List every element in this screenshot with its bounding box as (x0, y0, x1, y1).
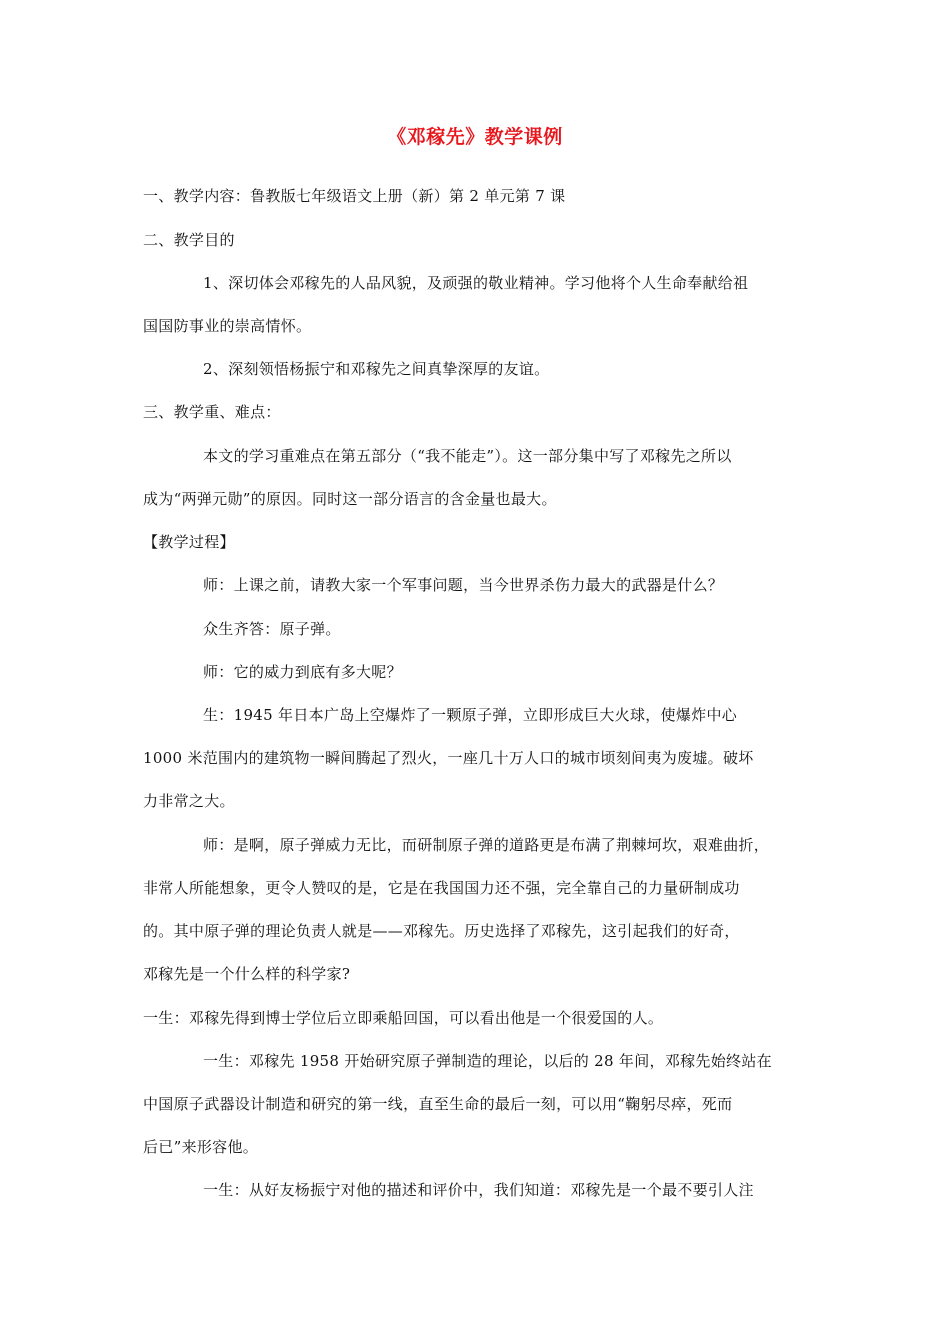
dialogue-line-cont: 邓稼先是一个什么样的科学家? (143, 965, 351, 983)
dialogue-line-cont: 中国原子武器设计制造和研究的第一线，直至生命的最后一刻，可以用“鞠躬尽瘁，死而 (143, 1095, 733, 1113)
dialogue-line: 师：它的威力到底有多大呢？ (203, 663, 402, 681)
objective-1-cont: 国国防事业的崇高情怀。 (143, 317, 312, 335)
dialogue-line-cont: 后已”来形容他。 (143, 1138, 259, 1156)
document-title: 《邓稼先》教学课例 (387, 126, 563, 148)
objective-1: 1、深切体会邓稼先的人品风貌，及顽强的敬业精神。学习他将个人生命奉献给祖 (203, 274, 749, 292)
dialogue-line-cont: 1000 米范围内的建筑物一瞬间腾起了烈火，一座几十万人口的城市顷刻间夷为废墟。破坏 (143, 749, 754, 767)
section-heading-keypoints: 三、教学重、难点： (143, 403, 281, 421)
dialogue-line-cont: 的。其中原子弹的理论负责人就是——邓稼先。历史选择了邓稼先，这引起我们的好奇， (143, 922, 740, 940)
keypoints-paragraph: 本文的学习重难点在第五部分（“我不能走”）。这一部分集中写了邓稼先之所以 (203, 447, 732, 465)
section-heading-objectives: 二、教学目的 (143, 231, 235, 249)
objective-2: 2、深刻领悟杨振宁和邓稼先之间真挚深厚的友谊。 (203, 360, 550, 378)
dialogue-line: 众生齐答：原子弹。 (203, 620, 341, 638)
section-content: 一、教学内容：鲁教版七年级语文上册（新）第 2 单元第 7 课 (143, 187, 566, 205)
dialogue-line: 师：上课之前，请教大家一个军事问题，当今世界杀伤力最大的武器是什么？ (203, 576, 724, 594)
dialogue-line: 生：1945 年日本广岛上空爆炸了一颗原子弹，立即形成巨大火球，使爆炸中心 (203, 706, 738, 724)
dialogue-line: 一生：邓稼先得到博士学位后立即乘船回国，可以看出他是一个很爱国的人。 (143, 1009, 664, 1027)
dialogue-line: 一生：邓稼先 1958 开始研究原子弹制造的理论，以后的 28 年间，邓稼先始终站在 (203, 1052, 772, 1070)
dialogue-line: 一生：从好友杨振宁对他的描述和评价中，我们知道：邓稼先是一个最不要引人注 (203, 1181, 754, 1199)
dialogue-line: 师：是啊，原子弹威力无比，而研制原子弹的道路更是布满了荆棘坷坎，艰难曲折， (203, 836, 770, 854)
dialogue-line-cont: 力非常之大。 (143, 792, 235, 810)
keypoints-paragraph-cont: 成为“两弹元勋”的原因。同时这一部分语言的含金量也最大。 (143, 490, 557, 508)
section-heading-process: 【教学过程】 (143, 533, 235, 551)
dialogue-line-cont: 非常人所能想象，更令人赞叹的是，它是在我国国力还不强，完全靠自己的力量研制成功 (143, 879, 740, 897)
